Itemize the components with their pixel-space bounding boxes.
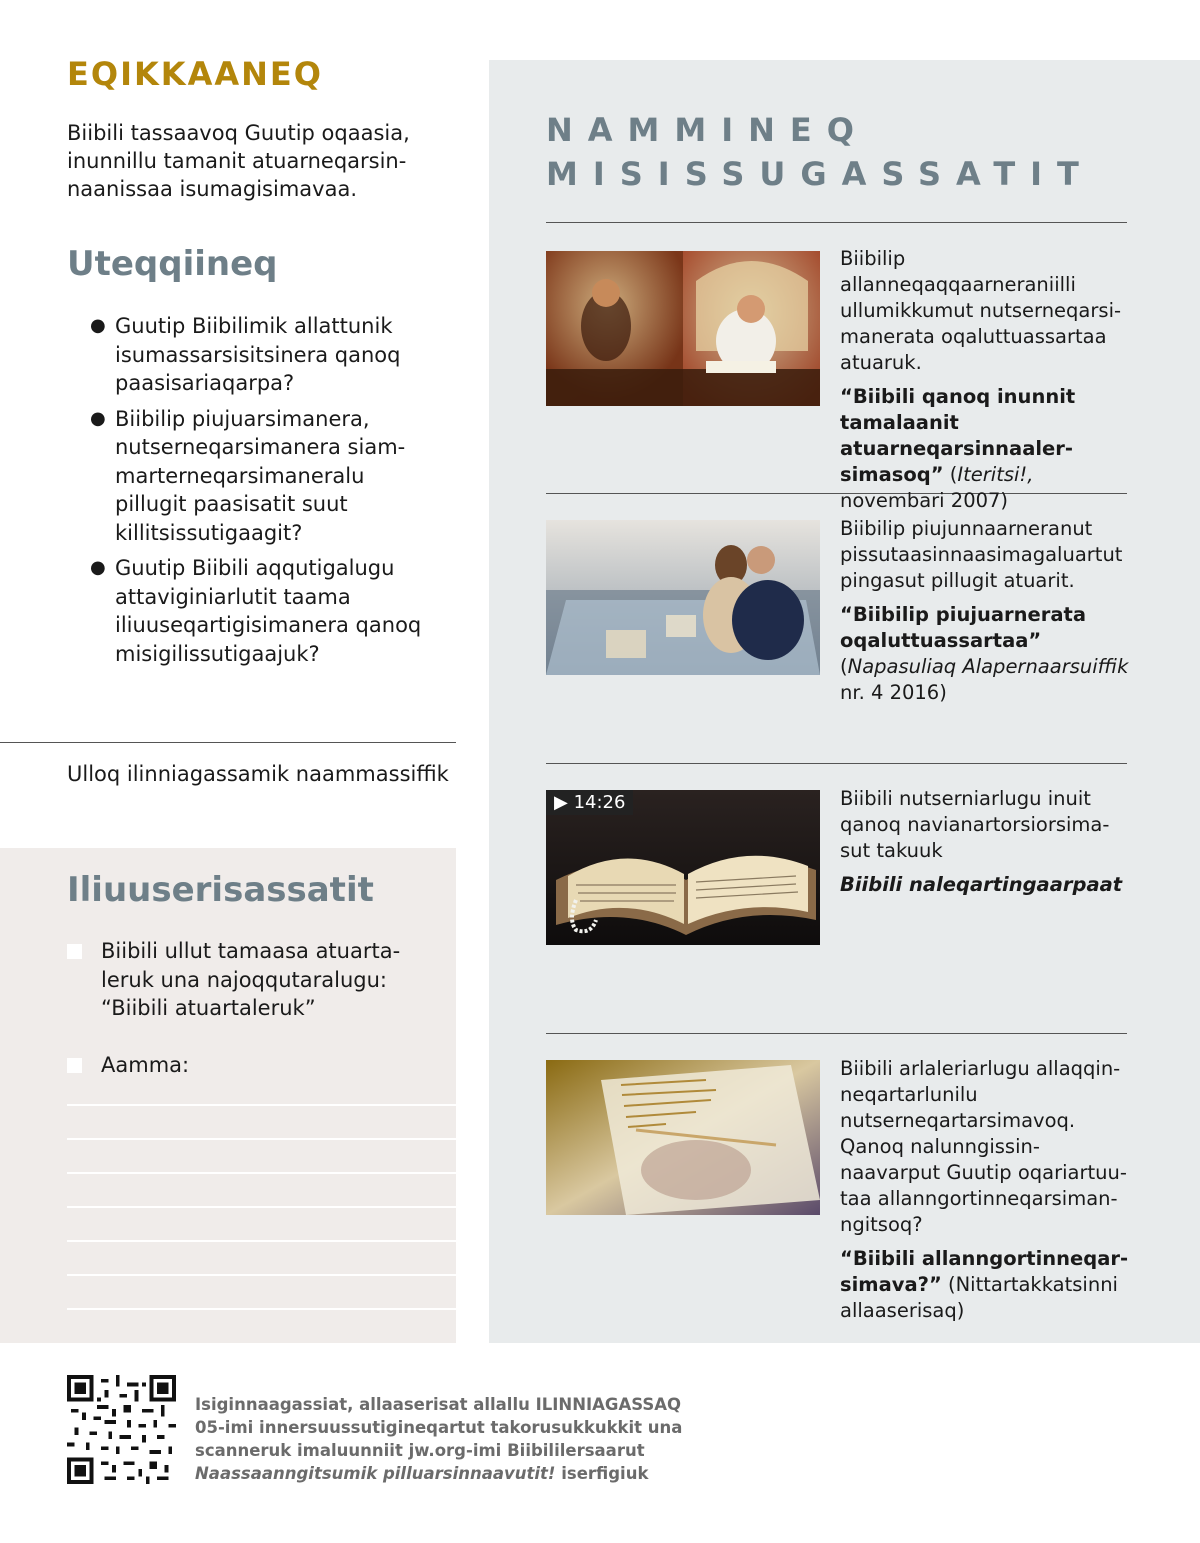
assignments-heading: Iliuuserisassatit (67, 870, 374, 910)
resource-1 (840, 246, 1130, 514)
resource-source[interactable]: “Biibili allanngortinneqarsimava?” (Nittartakkatsinni allaaserisaq) (840, 1247, 1129, 1322)
divider (0, 742, 456, 743)
writing-line[interactable] (67, 1240, 456, 1242)
resource-source[interactable]: Biibili naleqartingaarpaat (840, 873, 1123, 896)
divider (546, 763, 1127, 764)
writing-line[interactable] (67, 1206, 456, 1208)
assignment-item-daily-reading (67, 937, 437, 1023)
divider (546, 1033, 1127, 1034)
resource-source[interactable]: “Biibili qanoq inunnit tamalaanit atuarneqarsinnaalersimasoq” (Iteritsi!, novembari 2007) (840, 385, 1076, 512)
writing-line[interactable] (67, 1308, 456, 1310)
resource-description: Biibili arlaleriarlugu allaqqinneqartarlunilu nutserneqartarsimavoq. Qanoq nalunngissinnaavarput Guutip oqariartuutaa allanngortinneqarsimanngitsoq? (840, 1057, 1127, 1236)
resource-4 (840, 1056, 1130, 1324)
bullet-icon: ● (90, 557, 106, 578)
scribe-writing-image[interactable] (546, 1060, 820, 1215)
assignment-label: Biibili ullut tamaasa atuartaleruk una najoqqutaralugu: “Biibili atuartaleruk” (101, 939, 401, 1020)
assignment-item-other (67, 1051, 437, 1080)
video-thumbnail[interactable] (546, 790, 820, 945)
writing-line[interactable] (67, 1104, 456, 1106)
qr-code-icon[interactable] (67, 1375, 176, 1484)
writing-line[interactable] (67, 1274, 456, 1276)
resource-description: Biibilip piujunnaarneranut pissutaasinnaasimagaluartut pingasut pillugit atuarit. (840, 517, 1123, 592)
summary-heading: EQIKKAANEQ (67, 55, 323, 93)
summary-text: Biibili tassaavoq Guutip oqaasia, inunnillu tamanit atuarneqarsinnaanissaa isumagisimavaa. (67, 121, 410, 201)
checkbox[interactable] (67, 944, 82, 959)
resource-source[interactable]: “Biibilip piujuarnerata oqaluttuassartaa” (Napasuliaq Alapernaarsuiffik nr. 4 2016) (840, 603, 1129, 704)
translators-image[interactable] (546, 251, 820, 406)
discover-heading: NAMMINEQ MISISSUGASSATIT (546, 111, 1094, 193)
review-item: ● Biibilip piujuarsimanera, nutserneqarsimanera siammarterneqarsimaneralu pillugit paasisatit suut killitsissutigaagit? (90, 406, 406, 545)
divider (546, 222, 1127, 223)
review-heading: Uteqqiineq (67, 244, 278, 284)
resource-description: Biibili nutserniarlugu inuit qanoq navianartorsiorsimasut takuuk (840, 787, 1110, 862)
bullet-icon: ● (90, 315, 106, 336)
bullet-icon: ● (90, 407, 106, 429)
resource-description: Biibilip allanneqaqqaarneraniilli ullumikkumut nutserneqarsimanerata oqaluttuassartaa atuaruk. (840, 247, 1122, 374)
footer-note: Isiginnaagassiat, allaaserisat allallu ILINNIAGASSAQ 05-imi innersuussutigineqartut takorusukkukkit una scanneruk imaluunniit jw.org-imi Biibililersaarut Naassaanngitsumik pilluarsinnaavutit! iserfigiuk (195, 1395, 683, 1483)
assignment-label: Aamma: (101, 1053, 190, 1077)
resource-3 (840, 786, 1130, 898)
review-item: ● Guutip Biibilimik allattunik isumassarsisitsinera qanoq paasisariaqarpa? (90, 314, 401, 395)
writing-line[interactable] (67, 1138, 456, 1140)
writing-line[interactable] (67, 1172, 456, 1174)
checkbox[interactable] (67, 1058, 82, 1073)
museum-manuscripts-image[interactable] (546, 520, 820, 675)
resource-2 (840, 516, 1130, 706)
review-item: ● Guutip Biibili aqqutigalugu attaviginiarlutit taama iliuuseqartigisimanera qanoq misigilissutigaajuk? (90, 556, 422, 666)
video-duration-badge: ▶ 14:26 (546, 790, 633, 815)
completion-note: Ulloq ilinniagassamik naammassiffik (67, 762, 449, 786)
assignments-panel (0, 848, 456, 1343)
review-list (90, 312, 430, 675)
